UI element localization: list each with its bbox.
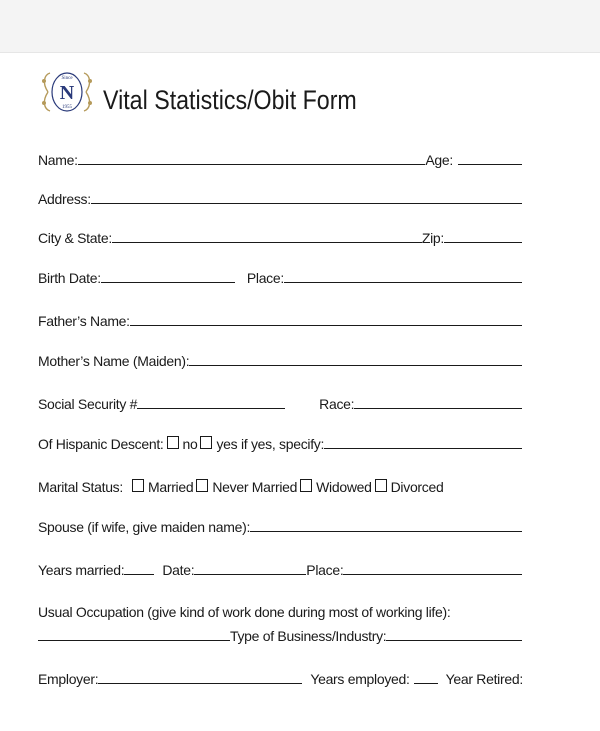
divorced-label: Divorced xyxy=(390,479,444,495)
place2-label: Place: xyxy=(306,562,344,578)
logo-bottom-text: 1955 xyxy=(62,105,72,110)
ssn-field[interactable] xyxy=(137,394,285,409)
row-spouse xyxy=(38,513,522,535)
row-birth xyxy=(38,264,522,286)
name-label: Name: xyxy=(38,152,78,168)
form-title: Vital Statistics/Obit Form xyxy=(103,85,357,115)
row-employer xyxy=(38,665,522,687)
mother-label: Mother’s Name (Maiden): xyxy=(38,353,190,369)
row-hispanic xyxy=(38,430,522,452)
logo-seal-icon xyxy=(38,69,96,115)
date-label: Date: xyxy=(162,562,195,578)
date-field[interactable] xyxy=(194,560,306,575)
row-marital xyxy=(38,473,522,495)
row-occupation xyxy=(38,598,522,620)
address-label: Address: xyxy=(38,191,91,207)
row-city-zip xyxy=(38,224,522,246)
employer-field[interactable] xyxy=(98,669,302,684)
years-employed-label: Years employed: xyxy=(310,671,410,687)
age-label: Age: xyxy=(425,152,453,168)
hispanic-yes-label: yes if yes, specify: xyxy=(216,436,325,452)
ssn-label: Social Security # xyxy=(38,396,138,412)
birth-date-label: Birth Date: xyxy=(38,270,101,286)
city-state-field[interactable] xyxy=(112,228,422,243)
father-label: Father’s Name: xyxy=(38,313,130,329)
logo-letter: N xyxy=(59,82,75,104)
row-years-married xyxy=(38,556,522,578)
address-field[interactable] xyxy=(91,189,522,204)
never-married-label: Never Married xyxy=(212,479,298,495)
row-name-age xyxy=(38,146,522,168)
row-address xyxy=(38,185,522,207)
row-mother xyxy=(38,347,522,369)
race-field[interactable] xyxy=(354,394,522,409)
row-father xyxy=(38,307,522,329)
widowed-label: Widowed xyxy=(316,479,372,495)
race-label: Race: xyxy=(319,396,355,412)
hispanic-specify-field[interactable] xyxy=(324,434,522,449)
hispanic-yes-checkbox[interactable] xyxy=(200,436,212,449)
occupation-field[interactable] xyxy=(38,626,230,641)
zip-label: Zip: xyxy=(421,230,444,246)
occupation-label: Usual Occupation (give kind of work done during most of working life): xyxy=(38,604,451,620)
birth-date-field[interactable] xyxy=(101,268,235,283)
zip-field[interactable] xyxy=(444,228,522,243)
father-field[interactable] xyxy=(130,311,522,326)
business-type-label: Type of Business/Industry: xyxy=(230,628,387,644)
married-checkbox[interactable] xyxy=(132,479,144,492)
row-ssn-race xyxy=(38,390,522,412)
hispanic-label: Of Hispanic Descent: xyxy=(38,436,164,452)
years-married-label: Years married: xyxy=(38,562,125,578)
spouse-label: Spouse (if wife, give maiden name): xyxy=(38,519,251,535)
spouse-field[interactable] xyxy=(250,517,522,532)
place-label: Place: xyxy=(246,270,284,286)
row-occupation-line xyxy=(38,622,522,644)
form-page xyxy=(0,52,600,731)
name-field[interactable] xyxy=(78,150,426,165)
years-employed-field[interactable] xyxy=(414,669,438,684)
hispanic-no-label: no xyxy=(182,436,198,452)
place-field[interactable] xyxy=(284,268,522,283)
marital-label: Marital Status: xyxy=(38,479,123,495)
age-field[interactable] xyxy=(458,150,522,165)
married-label: Married xyxy=(147,479,194,495)
never-married-checkbox[interactable] xyxy=(196,479,208,492)
years-married-field[interactable] xyxy=(124,560,154,575)
mother-field[interactable] xyxy=(189,351,522,366)
place2-field[interactable] xyxy=(343,560,522,575)
business-type-field[interactable] xyxy=(386,626,522,641)
city-state-label: City & State: xyxy=(38,230,112,246)
divorced-checkbox[interactable] xyxy=(375,479,387,492)
hispanic-no-checkbox[interactable] xyxy=(167,436,179,449)
year-retired-label: Year Retired: xyxy=(445,671,523,687)
widowed-checkbox[interactable] xyxy=(300,479,312,492)
employer-label: Employer: xyxy=(38,671,99,687)
logo-top-text: Since xyxy=(61,76,73,81)
